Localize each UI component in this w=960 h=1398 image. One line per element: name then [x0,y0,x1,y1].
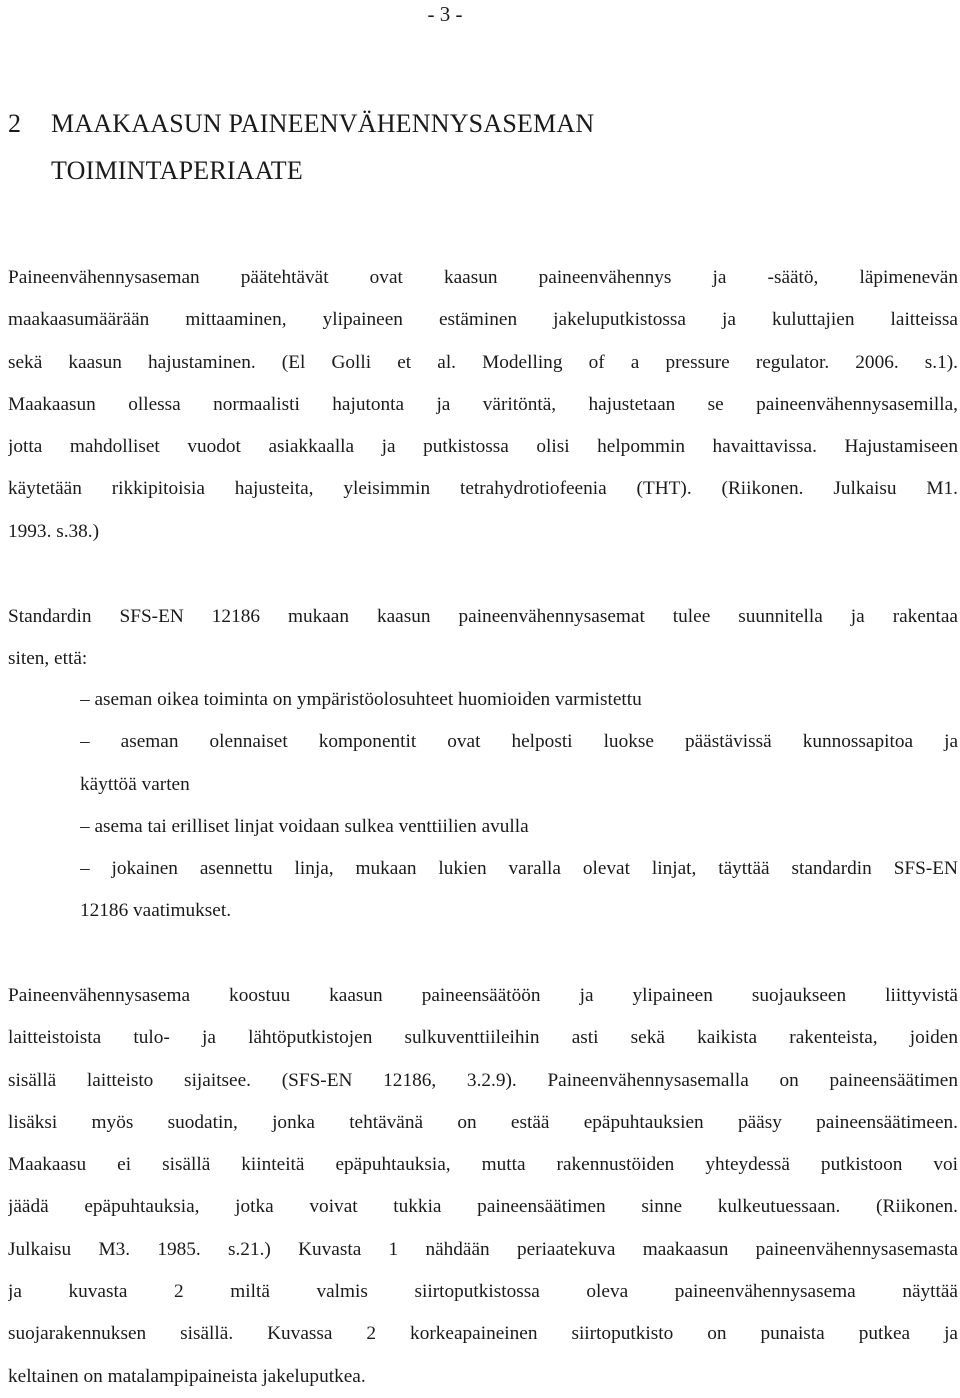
paragraph-line: lisäksi myös suodatin, jonka tehtävänä on estää epäpuhtauksien pääsy paineensäätimeen. [8,1111,958,1133]
paragraph-line: Standardin SFS-EN 12186 mukaan kaasun paineenvähennysasemat tulee suunnitella ja rakentaa [8,606,958,627]
paragraph-line: jäädä epäpuhtauksia, jotka voivat tukkia paineensäätimen sinne kulkeutuessaan. (Riikonen. [8,1196,958,1218]
chapter-number: 2 [8,109,22,138]
paragraph-line: ja kuvasta 2 miltä valmis siirtoputkistossa oleva paineenvähennysasema näyttää [8,1281,958,1303]
list-item: – aseman oikea toiminta on ympäristöolosuhteet huomioiden varmistettu [80,689,642,710]
paragraph-1 [8,257,958,553]
list-item-continuation: 12186 vaatimukset. [80,900,232,922]
paragraph-line: siten, että: [8,648,88,670]
list-item-continuation: käyttöä varten [80,773,190,795]
paragraph-line: maakaasumäärään mittaaminen, ylipaineen estäminen jakeluputkistossa ja kuluttajien laitteissa [8,309,958,331]
paragraph-line: Maakaasun ollessa normaalisti hajutonta ja väritöntä, hajustetaan se paineenvähennysasemilla, [8,393,958,415]
paragraph-line: 1993. s.38.) [8,520,100,542]
paragraph-line: sekä kaasun hajustaminen. (El Golli et al. Modelling of a pressure regulator. 2006. s.1). [8,351,958,373]
paragraph-line: Julkaisu M3. 1985. s.21.) Kuvasta 1 nähdään periaatekuva maakaasun paineenvähennysasemasta [8,1238,958,1260]
paragraph-line: suojarakennuksen sisällä. Kuvassa 2 korkeapaineinen siirtoputkisto on punaista putkea ja [8,1323,958,1345]
paragraph-line: Paineenvähennysaseman päätehtävät ovat kaasun paineenvähennys ja -säätö, läpimenevän [8,267,958,288]
paragraph-2 [8,596,958,681]
heading-title-1: MAAKAASUN PAINEENVÄHENNYSASEMAN [51,109,595,138]
paragraph-line: sisällä laitteisto sijaitsee. (SFS-EN 12186, 3.2.9). Paineenvähennysasemalla on paineensäätimen [8,1069,958,1091]
heading-title-2: TOIMINTAPERIAATE [51,156,303,185]
requirements-list [80,679,958,933]
paragraph-line: laitteistoista tulo- ja lähtöputkistojen sulkuventtiileihin asti sekä kaikista rakenteista, joiden [8,1027,958,1049]
paragraph-line: Paineenvähennysasema koostuu kaasun paineensäätöön ja ylipaineen suojaukseen liittyvistä [8,985,958,1006]
list-item: – aseman olennaiset komponentit ovat helposti luokse päästävissä kunnossapitoa ja [80,731,958,753]
paragraph-line: käytetään rikkipitoisia hajusteita, yleisimmin tetrahydrotiofeenia (THT). (Riikonen. Julkaisu M1. [8,478,958,500]
paragraph-3 [8,975,958,1398]
paragraph-line: jotta mahdolliset vuodot asiakkaalla ja putkistossa olisi helpommin havaittavissa. Hajustamiseen [8,436,958,458]
heading-line-1 [8,100,908,147]
page-number: - 3 - [427,2,463,26]
list-item: – asema tai erilliset linjat voidaan sulkea venttiilien avulla [80,815,529,837]
list-item: – jokainen asennettu linja, mukaan lukien varalla olevat linjat, täyttää standardin SFS-EN [80,858,958,880]
chapter-heading [8,100,908,194]
paragraph-line: Maakaasu ei sisällä kiinteitä epäpuhtauksia, mutta rakennustöiden yhteydessä putkistoon voi [8,1154,958,1176]
paragraph-line: keltainen on matalampipaineista jakeluputkea. [8,1365,366,1387]
